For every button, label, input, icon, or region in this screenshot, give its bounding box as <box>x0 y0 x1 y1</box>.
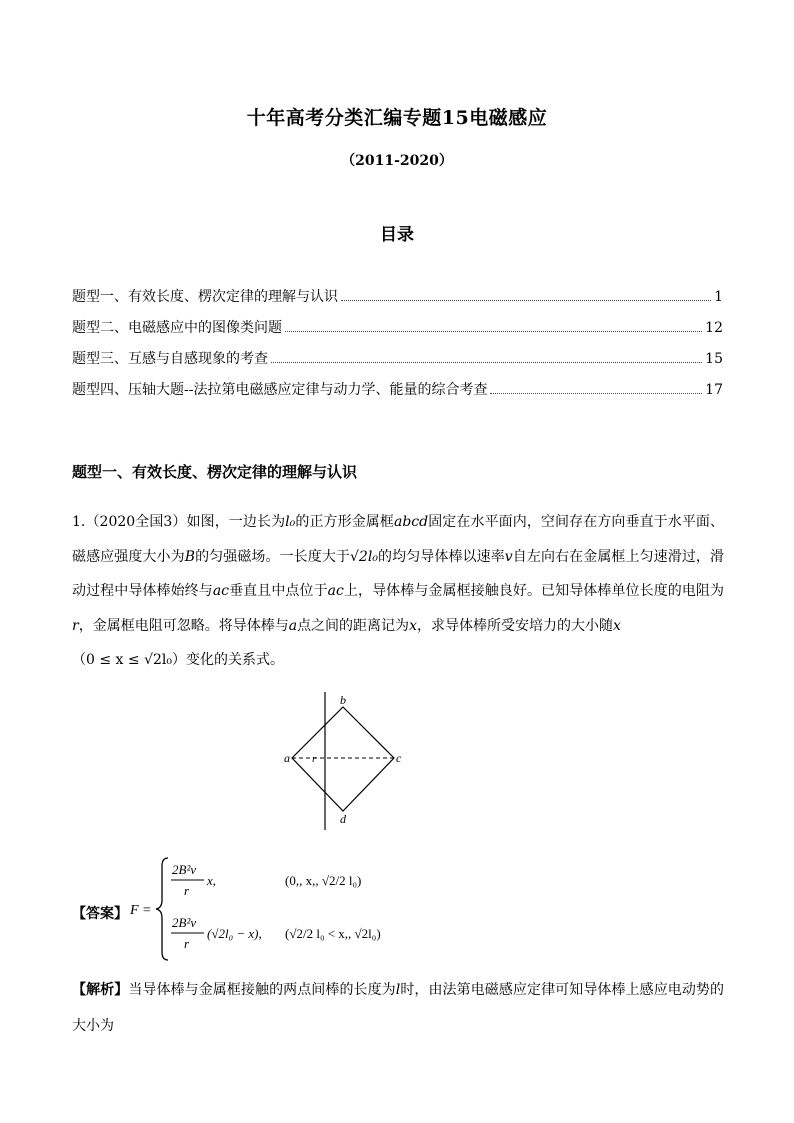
answer-label: 【答案】 <box>72 906 128 922</box>
question-text-part: ，金属框电阻可忽略。将导体棒与 <box>78 617 289 634</box>
toc-item-label: 题型三、互感与自感现象的考查 <box>72 351 268 367</box>
question-text-part: ，求导体棒所受安培力的大小随 <box>416 617 613 634</box>
toc-item-page: 15 <box>705 351 723 367</box>
toc-leader-dots <box>271 361 702 363</box>
answer-formula <box>130 854 430 964</box>
square-frame <box>292 707 394 811</box>
math-var: ac <box>327 583 344 600</box>
case2-denominator: r <box>184 936 190 951</box>
question-text-part: 的均匀导体棒以速率 <box>377 548 505 565</box>
toc-leader-dots <box>285 330 702 332</box>
math-var: a <box>288 617 298 634</box>
question-text-part: 的匀强磁场。一长度大于 <box>194 548 351 565</box>
toc-item[interactable] <box>72 348 723 379</box>
toc-item[interactable] <box>72 286 723 317</box>
case2-numerator: 2B²v <box>172 915 197 930</box>
math-var: l <box>395 982 401 998</box>
table-of-contents <box>72 286 723 410</box>
question-text-part: 点之间的距离记为 <box>297 617 410 634</box>
analysis-label: 【解析】 <box>72 982 129 998</box>
math-var: ac <box>212 583 229 600</box>
analysis-text-part: 时，由法第电磁感应定律可知导体棒上感应电动势的大小为 <box>72 982 725 1034</box>
math-var: l₀ <box>285 514 296 530</box>
math-var: x <box>612 617 621 634</box>
label-c: c <box>396 751 402 765</box>
label-r: r <box>312 753 317 765</box>
math-var: abcd <box>394 514 429 530</box>
toc-item-label: 题型四、压轴大题--法拉第电磁感应定律与动力学、能量的综合考查 <box>72 382 488 398</box>
question-text-part: 垂直且中点位于 <box>229 583 328 600</box>
toc-item-page: 12 <box>705 320 723 336</box>
case1-tail: x, <box>207 873 217 888</box>
analysis-text-part: 当导体棒与金属框接触的两点间棒的长度为 <box>128 982 396 998</box>
case2-tail: (√2l₀ − x), <box>207 926 262 941</box>
question-text-part: 的正方形金属框 <box>295 514 394 530</box>
toc-leader-dots <box>490 392 702 394</box>
piecewise-brace <box>156 858 168 960</box>
toc-item-page: 1 <box>714 289 723 305</box>
case1-denominator: r <box>184 883 190 898</box>
math-var: x <box>409 617 417 634</box>
question-text-part: 变化的关系式。 <box>185 652 284 669</box>
case1-numerator: 2B²v <box>172 862 197 877</box>
question-text <box>72 505 724 678</box>
toc-item-page: 17 <box>705 382 723 398</box>
case1-condition: (0,, x,, √2/2 l₀) <box>285 873 362 888</box>
section-heading: 题型一、有效长度、楞次定律的理解与认识 <box>72 463 358 481</box>
question-text-part: 固定在水平面内，空间存在方向垂直于水平面、磁感应强度大小为 <box>72 514 725 565</box>
label-d: d <box>340 812 346 826</box>
math-var: r <box>72 617 79 634</box>
question-text-part: 上，导体棒与金属框接触良好。已知导体棒单位长度的电阻为 <box>343 583 725 600</box>
toc-heading: 目录 <box>380 225 414 245</box>
toc-item-label: 题型一、有效长度、楞次定律的理解与认识 <box>72 289 338 305</box>
toc-leader-dots <box>341 299 711 301</box>
question-text-part: 如图，一边长为 <box>186 514 286 530</box>
case2-condition: (√2/2 l₀ < x,, √2l₀) <box>285 926 381 941</box>
math-range: （0 ≤ x ≤ √2l₀） <box>72 652 186 669</box>
label-a: a <box>284 751 290 765</box>
question-source: 1.（2020全国3） <box>72 514 187 530</box>
square-frame-figure <box>280 690 410 835</box>
analysis-text <box>72 972 724 1044</box>
toc-item[interactable] <box>72 379 723 410</box>
label-b: b <box>340 693 346 707</box>
math-var: v <box>504 548 513 565</box>
toc-item-label: 题型二、电磁感应中的图像类问题 <box>72 320 282 336</box>
math-var: √2l₀ <box>350 548 378 565</box>
question-text-part: 自左向右在金属框上匀速滑过，滑动过程中导体棒始终与 <box>72 548 725 600</box>
toc-item[interactable] <box>72 317 723 348</box>
math-var: B <box>184 548 195 565</box>
document-subtitle: （2011-2020） <box>341 153 453 169</box>
document-title: 十年高考分类汇编专题15电磁感应 <box>246 107 548 129</box>
formula-F: F = <box>130 903 152 918</box>
